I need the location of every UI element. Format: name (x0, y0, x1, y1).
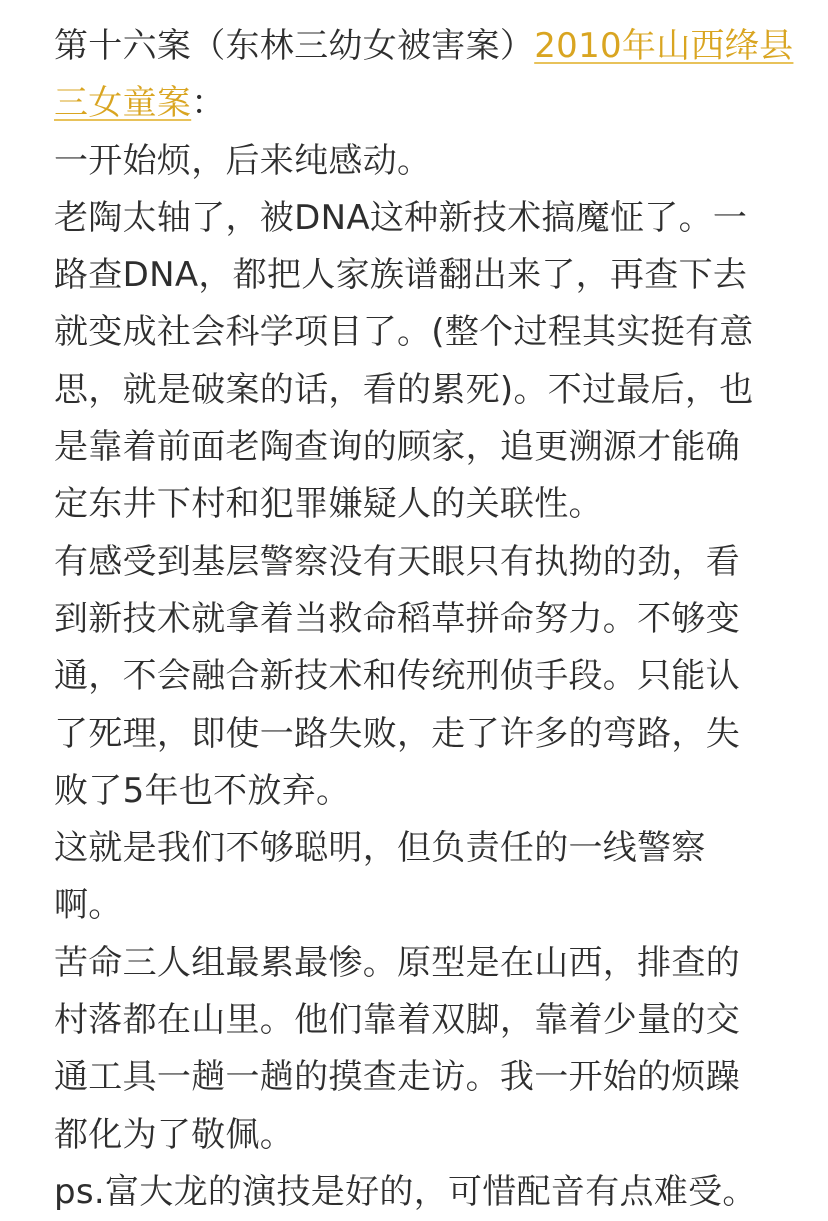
text-line: 苦命三人组最累最惨。原型是在山西，排查的 (54, 942, 740, 983)
case-link-continued[interactable]: 三女童案 (54, 83, 192, 124)
text-line: 都化为了敬佩。 (54, 1114, 295, 1155)
text-line: 老陶太轴了，被DNA这种新技术搞魔怔了。一 (54, 197, 748, 238)
case-title-line-2 (54, 75, 784, 132)
case-link[interactable]: 2010年山西绛县 (534, 26, 794, 66)
text-line: 了死理，即使一路失败，走了许多的弯路，失 (54, 713, 740, 754)
text-line: 这就是我们不够聪明，但负责任的一线警察 (54, 828, 706, 869)
text-line: 败了5年也不放弃。 (54, 770, 351, 811)
case-title-line (54, 18, 794, 75)
text-line: ps.富大龙的演技是好的，可惜配音有点难受。 (54, 1171, 757, 1212)
text-line: 定东井下村和犯罪嫌疑人的关联性。 (54, 484, 603, 525)
text-line: 通，不会融合新技术和传统刑侦手段。只能认 (54, 656, 740, 697)
text-line: 啊。 (54, 885, 123, 926)
text-line: 有感受到基层警察没有天眼只有执拗的劲，看 (54, 541, 740, 582)
case-title-prefix: 第十六案（东林三幼女被害案） (54, 26, 535, 66)
text-line: 是靠着前面老陶查询的顾家，追更溯源才能确 (54, 427, 740, 468)
case-title-suffix: ： (191, 83, 226, 124)
text-line: 就变成社会科学项目了。(整个过程其实挺有意 (54, 312, 754, 353)
text-line: 一开始烦，后来纯感动。 (54, 140, 432, 181)
text-line: 村落都在山里。他们靠着双脚，靠着少量的交 (54, 1000, 740, 1041)
text-line: 思，就是破案的话，看的累死)。不过最后，也 (54, 369, 754, 410)
note-body (54, 18, 794, 1221)
text-line: 通工具一趟一趟的摸查走访。我一开始的烦躁 (54, 1057, 740, 1098)
text-line: 路查DNA，都把人家族谱翻出来了，再查下去 (54, 255, 748, 296)
text-line: 到新技术就拿着当救命稻草拼命努力。不够变 (54, 598, 740, 639)
